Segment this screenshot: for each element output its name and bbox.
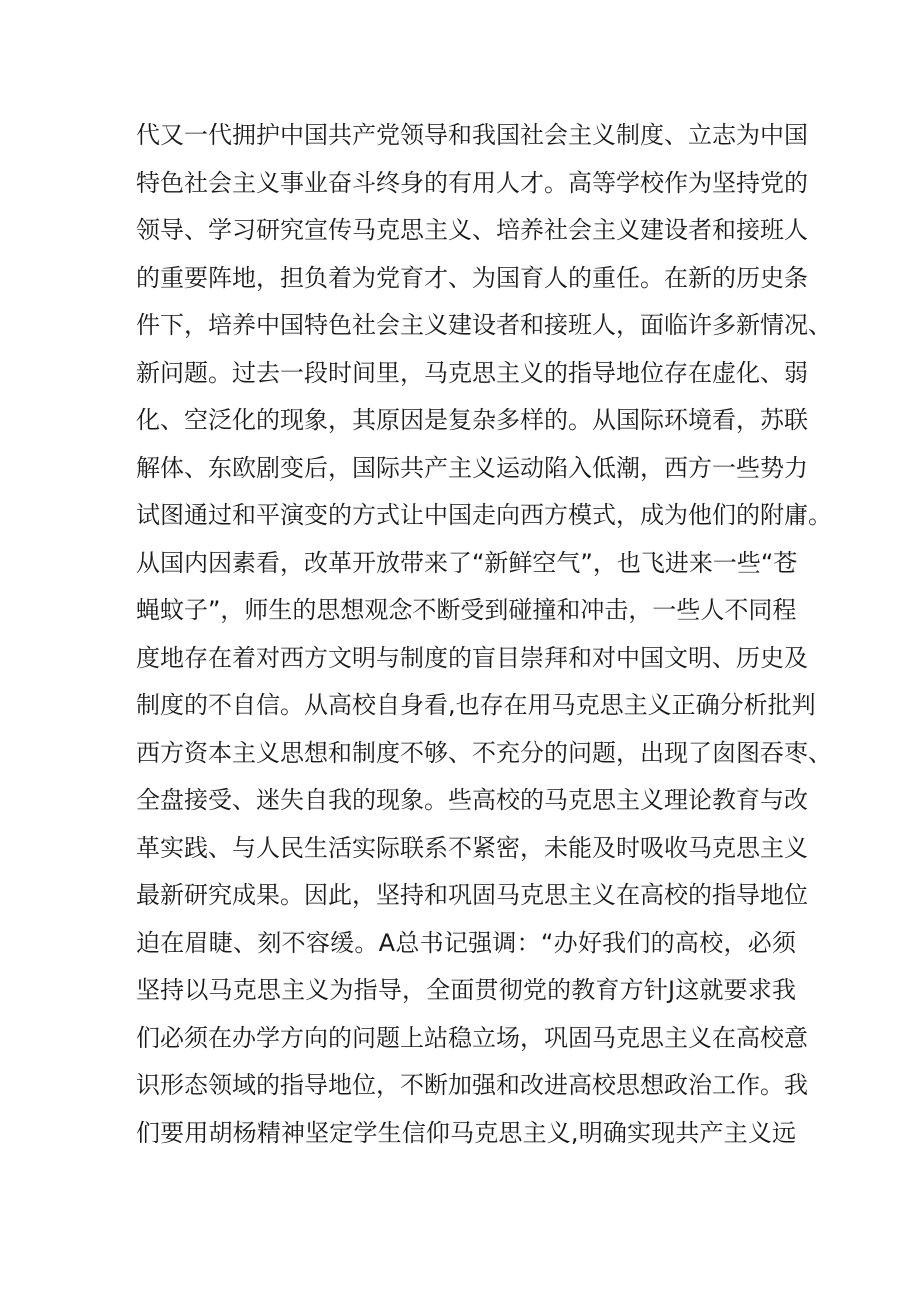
text-line-3: 领导、学习研究宣传马克思主义、培养社会主义建设者和接班人 [136,216,808,244]
body-paragraph [136,112,832,1157]
text-line-19: 坚持以马克思主义为指导，全面贯彻党的教育方针J这就要求我 [136,976,796,1004]
text-line-20: 们必须在办学方向的问题上站稳立场，巩固马克思主义在高校意 [136,1023,808,1052]
text-line-12: 度地存在着对西方文明与制度的盲目崇拜和对中国文明、历史及 [136,643,808,672]
text-line-15: 全盘接受、迷失自我的现象。些高校的马克思主义理论教育与改 [136,786,808,814]
text-line-16: 革实践、与人民生活实际联系不紧密，未能及时吸收马克思主义 [136,833,808,862]
text-line-1: 代又一代拥护中国共产党领导和我国社会主义制度、立志为中国 [136,121,808,149]
text-line-21: 识形态领域的指导地位，不断加强和改进高校思想政治工作。我 [136,1071,808,1099]
text-line-6: 新问题。过去一段时间里，马克思主义的指导地位存在虚化、弱 [136,358,808,387]
text-line-8: 解体、东欧剧变后，国际共产主义运动陷入低潮，西方一些势力 [136,453,808,482]
text-line-18: 迫在眉睫、刻不容缓。A总书记强调：“办好我们的高校，必须 [136,928,796,957]
text-line-9: 试图通过和平演变的方式让中国走向西方模式，成为他们的附庸。 [136,501,832,529]
text-line-13: 制度的不自信。从高校自身看,也存在用马克思主义正确分析批判 [136,691,816,719]
text-line-2: 特色社会主义事业奋斗终身的有用人才。高等学校作为坚持党的 [136,168,808,197]
text-line-4: 的重要阵地，担负着为党育才、为国育人的重任。在新的历史条 [136,263,808,292]
text-line-11: 蝇蚊子”，师生的思想观念不断受到碰撞和冲击，一些人不同程 [136,596,797,624]
text-line-17: 最新研究成果。因此，坚持和巩固马克思主义在高校的指导地位 [136,881,808,909]
text-line-5: 件下，培养中国特色社会主义建设者和接班人，面临许多新情况、 [136,311,832,339]
text-line-22: 们要用胡杨精神坚定学生信仰马克思主义,明确实现共产主义远 [136,1118,796,1147]
text-line-14: 西方资本主义思想和制度不够、不充分的问题，出现了囱图吞枣、 [136,738,832,767]
text-line-10: 从国内因素看，改革开放带来了“新鲜空气”，也飞进来一些“苍 [136,548,798,577]
text-line-7: 化、空泛化的现象，其原因是复杂多样的。从国际环境看，苏联 [136,406,808,434]
